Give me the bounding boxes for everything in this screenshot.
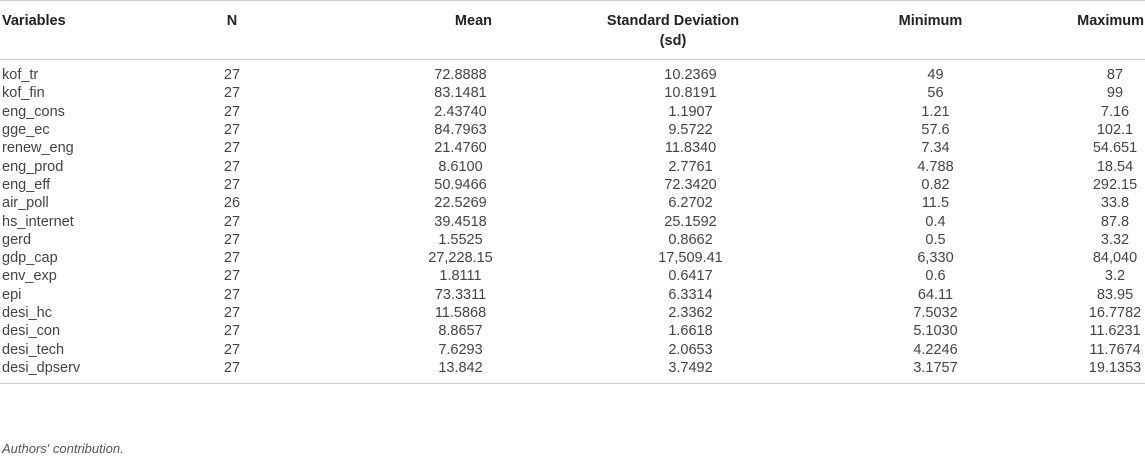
table-row — [0, 340, 1145, 358]
cell-n: 27 — [223, 85, 241, 102]
cell-n: 27 — [223, 305, 241, 321]
header-sd-line1: Standard Deviation — [606, 13, 740, 29]
cell-variable: env_exp — [2, 268, 57, 285]
cell-variable: hs_internet — [2, 213, 74, 230]
cell-n: 27 — [223, 213, 241, 230]
cell-mean: 8.8657 — [438, 323, 483, 340]
cell-maximum: 87.8 — [1100, 213, 1130, 230]
cell-sd: 2.7761 — [668, 158, 713, 175]
table-row — [0, 286, 1145, 304]
cell-mean: 39.4518 — [434, 213, 487, 230]
table-row — [0, 157, 1145, 175]
table-row — [0, 60, 1145, 85]
cell-minimum: 4.788 — [917, 158, 954, 175]
cell-sd: 6.2702 — [668, 195, 713, 212]
header-n: N — [226, 13, 238, 29]
cell-variable: kof_fin — [2, 85, 45, 102]
cell-minimum: 3.1757 — [913, 359, 958, 376]
cell-mean: 8.6100 — [438, 158, 483, 175]
cell-minimum: 0.82 — [921, 176, 950, 193]
cell-minimum: 5.1030 — [913, 323, 958, 340]
cell-minimum: 64.11 — [917, 286, 954, 303]
table-row — [0, 249, 1145, 267]
header-minimum-label: Minimum — [898, 13, 963, 29]
table-row — [0, 231, 1145, 249]
cell-minimum: 4.2246 — [913, 341, 958, 358]
cell-sd: 1.6618 — [668, 323, 713, 340]
cell-n: 27 — [223, 286, 241, 303]
cell-variable: desi_hc — [2, 305, 52, 321]
cell-mean: 83.1481 — [434, 85, 487, 102]
header-mean-label: Mean — [454, 13, 492, 29]
cell-mean: 1.8111 — [439, 268, 482, 285]
cell-maximum: 33.8 — [1100, 195, 1130, 212]
cell-n: 27 — [223, 158, 241, 175]
cell-maximum: 3.32 — [1100, 231, 1130, 248]
cell-variable: epi — [2, 286, 22, 303]
cell-sd: 0.8662 — [668, 231, 713, 248]
cell-n: 27 — [223, 250, 241, 267]
cell-maximum: 292.15 — [1092, 176, 1138, 193]
cell-variable: gge_ec — [2, 122, 50, 139]
cell-mean: 27,228.15 — [428, 250, 493, 267]
cell-maximum: 54.651 — [1092, 140, 1138, 157]
cell-minimum: 6,330 — [917, 250, 954, 267]
cell-sd: 17,509.41 — [658, 250, 723, 267]
cell-minimum: 1.21 — [921, 103, 950, 120]
cell-mean: 22.5269 — [434, 195, 487, 212]
cell-mean: 73.3311 — [434, 286, 487, 303]
cell-maximum: 84,040 — [1092, 250, 1138, 267]
cell-n: 27 — [223, 323, 241, 340]
cell-mean: 13.842 — [438, 359, 483, 376]
header-maximum: Maximum — [1077, 13, 1144, 29]
cell-variable: desi_dpserv — [2, 359, 81, 376]
cell-maximum: 99 — [1106, 85, 1124, 102]
cell-mean: 21.4760 — [434, 140, 487, 157]
cell-mean: 84.7963 — [434, 122, 487, 139]
cell-minimum: 7.5032 — [913, 305, 958, 321]
table-row — [0, 304, 1145, 322]
cell-maximum: 16.7782 — [1088, 305, 1142, 321]
cell-variable: eng_eff — [2, 176, 51, 193]
cell-mean: 50.9466 — [434, 176, 487, 193]
cell-mean: 11.5868 — [434, 305, 487, 321]
table-row — [0, 121, 1145, 139]
cell-minimum: 0.5 — [925, 231, 946, 248]
cell-minimum: 0.6 — [925, 268, 946, 285]
cell-maximum: 87 — [1106, 67, 1124, 84]
cell-variable: kof_tr — [2, 67, 39, 84]
cell-mean: 1.5525 — [438, 231, 483, 248]
cell-n: 27 — [223, 268, 241, 285]
cell-n: 27 — [223, 122, 241, 139]
table-row — [0, 139, 1145, 157]
cell-maximum: 7.16 — [1100, 103, 1130, 120]
cell-maximum: 11.7674 — [1089, 341, 1141, 358]
table-row — [0, 194, 1145, 212]
cell-sd: 10.8191 — [664, 85, 717, 102]
cell-maximum: 83.95 — [1096, 286, 1134, 303]
cell-mean: 72.8888 — [434, 67, 487, 84]
cell-maximum: 102.1 — [1096, 122, 1134, 139]
cell-minimum: 57.6 — [921, 122, 950, 139]
cell-variable: gdp_cap — [2, 250, 58, 267]
cell-sd: 9.5722 — [668, 122, 713, 139]
cell-n: 27 — [223, 140, 241, 157]
cell-minimum: 7.34 — [921, 140, 950, 157]
table-row — [0, 359, 1145, 384]
table-footnote: Authors' contribution. — [2, 441, 124, 456]
cell-n: 26 — [223, 195, 241, 212]
cell-sd: 11.8340 — [664, 140, 717, 157]
cell-sd: 10.2369 — [664, 67, 717, 84]
cell-sd: 25.1592 — [664, 213, 717, 230]
cell-sd: 2.3362 — [668, 305, 713, 321]
cell-sd: 72.3420 — [664, 176, 717, 193]
cell-variable: desi_con — [2, 323, 61, 340]
cell-variable: air_poll — [2, 195, 49, 212]
table-body — [0, 60, 1145, 384]
cell-minimum: 11.5 — [921, 195, 950, 212]
cell-n: 27 — [223, 359, 241, 376]
header-row — [0, 1, 1145, 60]
table-row — [0, 212, 1145, 230]
header-standard-deviation — [523, 1, 763, 60]
cell-sd: 3.7492 — [668, 359, 713, 376]
cell-variable: desi_tech — [2, 341, 65, 358]
cell-maximum: 19.1353 — [1088, 359, 1142, 376]
cell-n: 27 — [223, 67, 241, 84]
cell-sd: 1.1907 — [668, 103, 713, 120]
header-minimum — [763, 1, 998, 60]
cell-n: 27 — [223, 231, 241, 248]
cell-variable: eng_prod — [2, 158, 64, 175]
header-variables: Variables — [2, 13, 66, 29]
cell-sd: 0.6417 — [668, 268, 713, 285]
table-header — [0, 1, 1145, 60]
cell-maximum: 18.54 — [1096, 158, 1134, 175]
header-sd-line2: (sd) — [659, 33, 687, 49]
cell-minimum: 0.4 — [925, 213, 946, 230]
cell-minimum: 49 — [927, 67, 944, 84]
cell-n: 27 — [223, 176, 241, 193]
cell-variable: gerd — [2, 231, 32, 248]
cell-minimum: 56 — [927, 85, 944, 102]
table-row — [0, 322, 1145, 340]
cell-variable: eng_cons — [2, 103, 65, 120]
cell-n: 27 — [223, 103, 241, 120]
cell-sd: 6.3314 — [668, 286, 713, 303]
cell-maximum: 3.2 — [1104, 268, 1126, 285]
table-row — [0, 267, 1145, 285]
cell-variable: renew_eng — [2, 140, 74, 157]
table-row — [0, 176, 1145, 194]
cell-maximum: 11.6231 — [1089, 323, 1141, 340]
cell-mean: 7.6293 — [438, 341, 483, 358]
cell-n: 27 — [223, 341, 241, 358]
cell-sd: 2.0653 — [668, 341, 713, 358]
table-row — [0, 84, 1145, 102]
table-row — [0, 103, 1145, 121]
header-mean — [288, 1, 523, 60]
cell-mean: 2.43740 — [434, 103, 487, 120]
